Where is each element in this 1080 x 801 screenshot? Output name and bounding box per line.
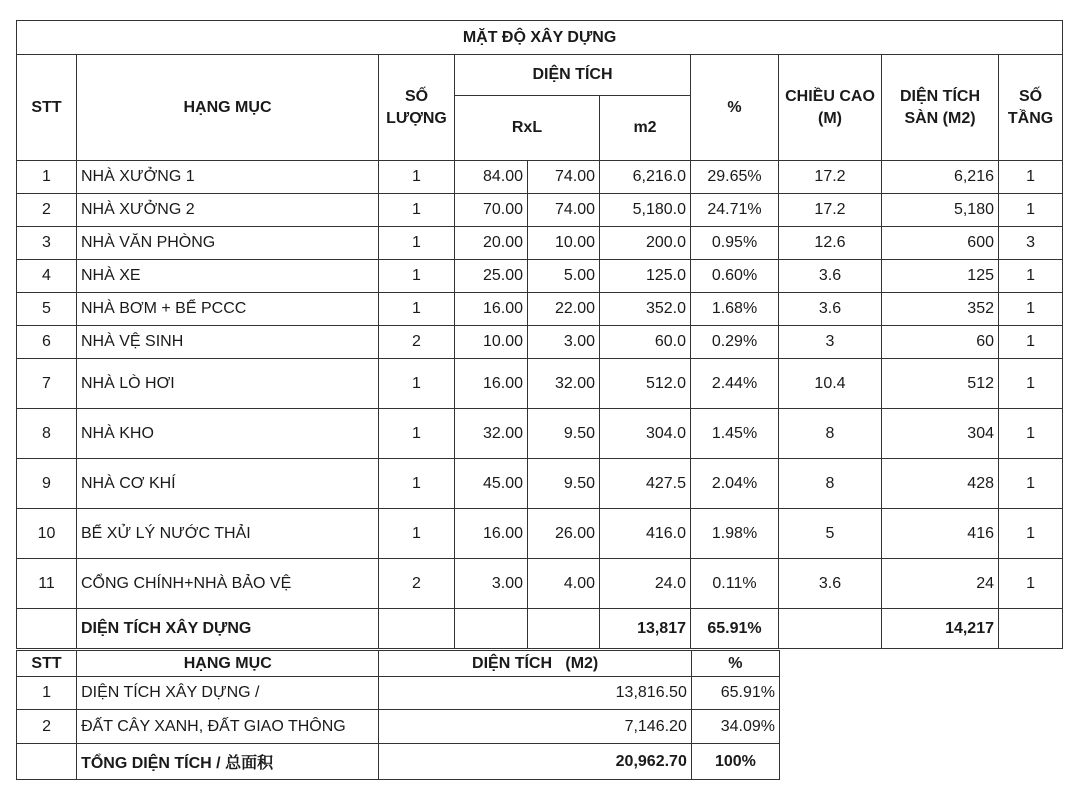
row-qty: 1 (379, 409, 455, 459)
row-floor-area: 125 (882, 260, 999, 293)
row-pct: 1.45% (691, 409, 779, 459)
row-l: 9.50 (528, 409, 600, 459)
row-qty: 2 (379, 559, 455, 609)
row-floor-area: 416 (882, 509, 999, 559)
row-pct: 0.11% (691, 559, 779, 609)
row-m2: 304.0 (600, 409, 691, 459)
summary-header-unit: (M2) (565, 654, 599, 672)
row-l: 74.00 (528, 194, 600, 227)
row-stt: 6 (17, 326, 77, 359)
summary-blank (379, 677, 455, 710)
table-row (17, 559, 1063, 609)
summary-stt: 1 (17, 677, 77, 710)
summary-stt: 2 (17, 710, 77, 744)
row-height: 8 (779, 409, 882, 459)
total-l (528, 609, 600, 649)
row-stt: 1 (17, 161, 77, 194)
total-floor-area: 14,217 (882, 609, 999, 649)
row-name: NHÀ LÒ HƠI (77, 359, 379, 409)
summary-total-stt (17, 744, 77, 780)
row-floor-area: 6,216 (882, 161, 999, 194)
summary-blank (379, 710, 455, 744)
row-l: 5.00 (528, 260, 600, 293)
header-hang-muc: HẠNG MỤC (77, 55, 379, 161)
row-name: NHÀ CƠ KHÍ (77, 459, 379, 509)
row-r: 45.00 (455, 459, 528, 509)
row-floor-area: 24 (882, 559, 999, 609)
header-percent: % (691, 55, 779, 161)
row-l: 74.00 (528, 161, 600, 194)
row-pct: 0.60% (691, 260, 779, 293)
row-stt: 5 (17, 293, 77, 326)
row-qty: 1 (379, 194, 455, 227)
summary-name: ĐẤT CÂY XANH, ĐẤT GIAO THÔNG (77, 710, 379, 744)
row-m2: 5,180.0 (600, 194, 691, 227)
row-pct: 2.44% (691, 359, 779, 409)
table-row (17, 409, 1063, 459)
row-stt: 8 (17, 409, 77, 459)
row-m2: 60.0 (600, 326, 691, 359)
summary-header-percent: % (691, 651, 779, 677)
header-dien-tich-san: DIỆN TÍCH SÀN (M2) (882, 55, 999, 161)
total-qty (379, 609, 455, 649)
total-m2: 13,817 (600, 609, 691, 649)
summary-area: 7,146.20 (455, 710, 691, 744)
row-height: 3.6 (779, 559, 882, 609)
row-pct: 29.65% (691, 161, 779, 194)
header-chieu-cao: CHIỀU CAO (M) (779, 55, 882, 161)
row-l: 32.00 (528, 359, 600, 409)
table-row (17, 509, 1063, 559)
row-m2: 352.0 (600, 293, 691, 326)
total-pct: 65.91% (691, 609, 779, 649)
summary-total-pct: 100% (691, 744, 779, 780)
row-m2: 125.0 (600, 260, 691, 293)
summary-row (17, 677, 780, 710)
summary-header-dien-tich (379, 651, 691, 677)
row-height: 17.2 (779, 194, 882, 227)
row-height: 3.6 (779, 260, 882, 293)
area-summary-table (16, 650, 780, 780)
row-r: 10.00 (455, 326, 528, 359)
row-r: 84.00 (455, 161, 528, 194)
row-floors: 1 (999, 293, 1063, 326)
row-pct: 24.71% (691, 194, 779, 227)
summary-pct: 65.91% (691, 677, 779, 710)
row-r: 25.00 (455, 260, 528, 293)
row-floors: 1 (999, 459, 1063, 509)
row-r: 16.00 (455, 359, 528, 409)
row-floors: 1 (999, 359, 1063, 409)
row-height: 17.2 (779, 161, 882, 194)
header-dien-tich: DIỆN TÍCH (455, 55, 691, 96)
row-floors: 1 (999, 194, 1063, 227)
row-pct: 0.95% (691, 227, 779, 260)
table-row (17, 161, 1063, 194)
total-stt (17, 609, 77, 649)
row-l: 26.00 (528, 509, 600, 559)
row-name: CỔNG CHÍNH+NHÀ BẢO VỆ (77, 559, 379, 609)
header-rxl: RxL (455, 96, 600, 161)
table-row (17, 459, 1063, 509)
row-height: 5 (779, 509, 882, 559)
summary-header-hang-muc: HẠNG MỤC (77, 651, 379, 677)
total-floors (999, 609, 1063, 649)
row-floor-area: 60 (882, 326, 999, 359)
row-m2: 512.0 (600, 359, 691, 409)
summary-total-blank (379, 744, 455, 780)
row-name: NHÀ XƯỞNG 2 (77, 194, 379, 227)
row-name: NHÀ VĂN PHÒNG (77, 227, 379, 260)
table-row (17, 326, 1063, 359)
row-l: 4.00 (528, 559, 600, 609)
row-pct: 0.29% (691, 326, 779, 359)
total-height (779, 609, 882, 649)
row-floor-area: 5,180 (882, 194, 999, 227)
row-height: 3 (779, 326, 882, 359)
building-density-table (16, 20, 1063, 649)
row-qty: 1 (379, 459, 455, 509)
summary-header-stt: STT (17, 651, 77, 677)
row-r: 32.00 (455, 409, 528, 459)
row-pct: 2.04% (691, 459, 779, 509)
row-floors: 1 (999, 260, 1063, 293)
row-pct: 1.98% (691, 509, 779, 559)
row-r: 70.00 (455, 194, 528, 227)
header-stt: STT (17, 55, 77, 161)
row-floor-area: 304 (882, 409, 999, 459)
row-stt: 10 (17, 509, 77, 559)
header-m2: m2 (600, 96, 691, 161)
table-row (17, 260, 1063, 293)
row-m2: 6,216.0 (600, 161, 691, 194)
row-name: NHÀ BƠM + BỂ PCCC (77, 293, 379, 326)
row-name: NHÀ XE (77, 260, 379, 293)
summary-total-row (17, 744, 780, 780)
row-floors: 1 (999, 559, 1063, 609)
row-stt: 11 (17, 559, 77, 609)
row-name: NHÀ VỆ SINH (77, 326, 379, 359)
row-qty: 1 (379, 359, 455, 409)
row-stt: 3 (17, 227, 77, 260)
summary-name: DIỆN TÍCH XÂY DỰNG / (77, 677, 379, 710)
total-r (455, 609, 528, 649)
row-floor-area: 352 (882, 293, 999, 326)
row-l: 10.00 (528, 227, 600, 260)
row-qty: 2 (379, 326, 455, 359)
row-floors: 1 (999, 409, 1063, 459)
row-floors: 3 (999, 227, 1063, 260)
table-row (17, 194, 1063, 227)
row-floors: 1 (999, 161, 1063, 194)
total-label: DIỆN TÍCH XÂY DỰNG (77, 609, 379, 649)
row-r: 20.00 (455, 227, 528, 260)
row-m2: 427.5 (600, 459, 691, 509)
row-l: 22.00 (528, 293, 600, 326)
summary-total-label: TỔNG DIỆN TÍCH / 总面积 (77, 744, 379, 780)
row-name: BỂ XỬ LÝ NƯỚC THẢI (77, 509, 379, 559)
row-floors: 1 (999, 509, 1063, 559)
table-row (17, 227, 1063, 260)
row-floors: 1 (999, 326, 1063, 359)
row-m2: 24.0 (600, 559, 691, 609)
row-m2: 200.0 (600, 227, 691, 260)
row-stt: 9 (17, 459, 77, 509)
row-qty: 1 (379, 227, 455, 260)
row-height: 12.6 (779, 227, 882, 260)
row-stt: 2 (17, 194, 77, 227)
row-floor-area: 512 (882, 359, 999, 409)
row-qty: 1 (379, 260, 455, 293)
summary-header-dien-tich-label: DIỆN TÍCH (472, 654, 553, 672)
row-floor-area: 600 (882, 227, 999, 260)
summary-area: 13,816.50 (455, 677, 691, 710)
table-row (17, 359, 1063, 409)
row-name: NHÀ KHO (77, 409, 379, 459)
row-name: NHÀ XƯỞNG 1 (77, 161, 379, 194)
row-m2: 416.0 (600, 509, 691, 559)
total-row (17, 609, 1063, 649)
table-title: MẶT ĐỘ XÂY DỰNG (17, 21, 1063, 55)
summary-total-area: 20,962.70 (455, 744, 691, 780)
row-stt: 7 (17, 359, 77, 409)
row-l: 3.00 (528, 326, 600, 359)
header-so-luong: SỐ LƯỢNG (379, 55, 455, 161)
row-r: 3.00 (455, 559, 528, 609)
row-r: 16.00 (455, 293, 528, 326)
row-pct: 1.68% (691, 293, 779, 326)
row-height: 10.4 (779, 359, 882, 409)
summary-row (17, 710, 780, 744)
row-height: 8 (779, 459, 882, 509)
row-height: 3.6 (779, 293, 882, 326)
summary-pct: 34.09% (691, 710, 779, 744)
row-r: 16.00 (455, 509, 528, 559)
row-qty: 1 (379, 161, 455, 194)
table-row (17, 293, 1063, 326)
row-l: 9.50 (528, 459, 600, 509)
row-qty: 1 (379, 293, 455, 326)
row-qty: 1 (379, 509, 455, 559)
row-floor-area: 428 (882, 459, 999, 509)
header-so-tang: SỐ TẦNG (999, 55, 1063, 161)
row-stt: 4 (17, 260, 77, 293)
